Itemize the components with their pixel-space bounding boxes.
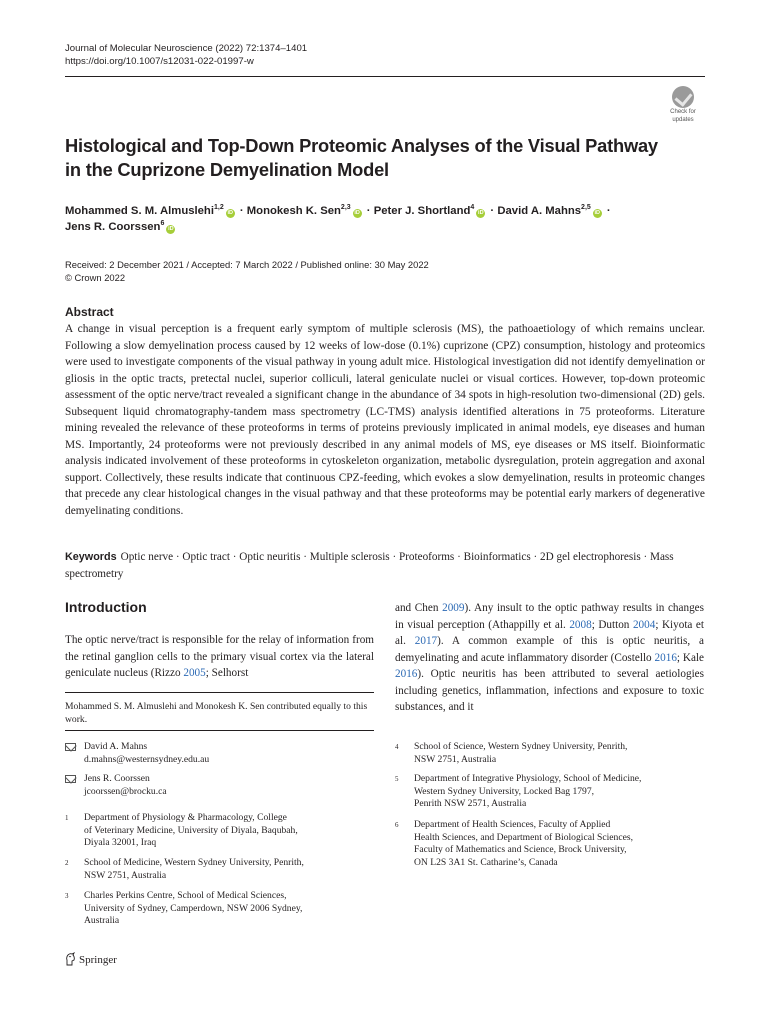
- contact-email[interactable]: d.mahns@westernsydney.edu.au: [84, 753, 210, 765]
- intro-paragraph-right: [395, 600, 704, 716]
- affiliation-line: School of Science, Western Sydney University, Penrith,: [414, 741, 628, 752]
- author-separator: ·: [236, 205, 247, 217]
- introduction-heading: Introduction: [65, 599, 147, 615]
- affiliation-line: Western Sydney University, Locked Bag 1797,: [414, 785, 595, 797]
- author-affiliation-mark: 2,5: [581, 204, 591, 212]
- citation-link[interactable]: 2009: [442, 602, 465, 614]
- author-affiliation-mark: 1,2: [213, 204, 224, 212]
- contact-name: Jens R. Coorssen: [84, 773, 150, 784]
- intro-text: ; Kiyota et al.: [395, 618, 704, 647]
- contact-name: David A. Mahns: [84, 741, 148, 752]
- affiliation-line: Health Sciences, and Department of Biological Sciences,: [414, 831, 633, 843]
- article-title: [65, 134, 665, 182]
- affiliation-item: [395, 773, 704, 811]
- publication-dates: Received: 2 December 2021 / Accepted: 7 March 2022 / Published online: 30 May 2022: [65, 259, 429, 270]
- journal-citation: Journal of Molecular Neuroscience (2022) 72:1374–1401: [65, 43, 308, 54]
- citation-link[interactable]: 2008: [569, 618, 592, 631]
- affiliation-line: Department of Integrative Physiology, School of Medicine,: [414, 773, 642, 784]
- intro-text: and Chen: [395, 602, 443, 614]
- affiliation-number: 1: [65, 814, 69, 822]
- affiliation-number: 4: [395, 743, 399, 751]
- keywords-block: [65, 549, 705, 582]
- author-name[interactable]: Mohammed S. M. Almuslehi: [65, 205, 214, 217]
- intro-text: ; Dutton: [591, 618, 633, 631]
- citation-link[interactable]: 2016: [654, 651, 677, 664]
- article-title-line: Histological and Top-Down Proteomic Analyses of the Visual Pathway: [65, 135, 658, 156]
- affiliation-line: NSW 2751, Australia: [414, 753, 497, 765]
- envelope-icon: [65, 743, 76, 751]
- intro-text: The optic nerve/tract is responsible for the relay of information from the retinal ganglion cells to the primary visual cortex via the lateral geniculate nucleus (Rizzo: [65, 634, 374, 679]
- affiliation-line: NSW 2751, Australia: [84, 869, 167, 881]
- affiliation-line: Department of Physiology & Pharmacology, College: [84, 812, 287, 823]
- citation-link[interactable]: 2005: [183, 667, 206, 679]
- author-name[interactable]: Monokesh K. Sen: [246, 205, 341, 217]
- contact-email[interactable]: jcoorssen@brocku.ca: [84, 785, 167, 797]
- affiliation-line: Penrith NSW 2571, Australia: [414, 798, 527, 809]
- author-affiliation-mark: 4: [470, 204, 475, 212]
- correspondence-contact: [65, 741, 374, 766]
- orcid-icon[interactable]: iD: [227, 210, 233, 216]
- intro-text: ; Kale: [676, 651, 704, 664]
- affiliation-line: Australia: [84, 915, 120, 926]
- author-list: [65, 203, 705, 235]
- affiliation-line: ON L2S 3A1 St. Catharine’s, Canada: [414, 856, 558, 868]
- author-name[interactable]: David A. Mahns: [497, 205, 582, 217]
- orcid-icon[interactable]: iD: [594, 210, 601, 216]
- author-separator: ·: [487, 205, 498, 217]
- check-updates-label-1: Check for: [670, 109, 696, 115]
- check-for-updates-badge[interactable]: [663, 86, 703, 124]
- affiliation-item: [65, 890, 374, 928]
- footnote-divider: [65, 692, 374, 693]
- affiliation-line: Faculty of Mathematics and Science, Brock University,: [414, 844, 627, 855]
- affiliation-number: 2: [65, 859, 69, 867]
- affiliation-item: [65, 812, 374, 850]
- affiliation-number: 5: [395, 775, 399, 783]
- affiliation-line: University of Sydney, Camperdown, NSW 2006 Sydney,: [84, 902, 303, 914]
- abstract-heading: Abstract: [65, 305, 114, 319]
- publisher-name: Springer: [79, 954, 117, 966]
- author-separator: ·: [363, 205, 374, 217]
- citation-link[interactable]: 2004: [632, 618, 656, 631]
- springer-horse-icon: [65, 952, 76, 966]
- intro-text: ). A common example of this is optic neuritis, a demyelinating and acute inflammatory disorder (Costello: [395, 635, 705, 664]
- keywords-text: Optic nerve · Optic tract · Optic neuritis · Multiple sclerosis · Proteoforms · Bioinformatics · 2D gel electrophoresis · Mass spectrometry: [65, 551, 674, 580]
- affiliation-item: [395, 741, 704, 766]
- article-title-line: in the Cuprizone Demyelination Model: [65, 159, 389, 180]
- check-updates-icon: [672, 86, 694, 108]
- affiliation-item: [65, 857, 374, 882]
- copyright-notice: © Crown 2022: [65, 272, 126, 283]
- orcid-icon[interactable]: iD: [354, 210, 360, 216]
- affiliation-line: of Veterinary Medicine, University of Diyala, Baqubah,: [84, 824, 298, 836]
- intro-paragraph-left: [65, 632, 374, 682]
- envelope-icon: [65, 775, 76, 783]
- affiliation-number: 3: [65, 892, 69, 900]
- author-affiliation-mark: 2,3: [340, 204, 351, 212]
- citation-link[interactable]: 2017: [414, 635, 438, 647]
- intro-text: ; Selhorst: [205, 667, 249, 679]
- orcid-icon[interactable]: iD: [478, 210, 484, 216]
- author-separator: ·: [603, 205, 611, 217]
- header-divider: [65, 76, 705, 77]
- author-affiliation-mark: 6: [160, 220, 165, 228]
- affiliation-item: [395, 819, 704, 869]
- intro-text: ). Optic neuritis has been attributed to several aetiologies including genetics, inflammation, infections and exposure to toxic substances, and it: [395, 668, 704, 713]
- correspondence-contact: [65, 773, 374, 798]
- author-line: [65, 203, 705, 219]
- doi-link[interactable]: https://doi.org/10.1007/s12031-022-01997-w: [65, 56, 254, 67]
- affiliation-number: 6: [395, 821, 399, 829]
- author-name[interactable]: Jens R. Coorssen: [65, 221, 161, 233]
- affiliation-line: Charles Perkins Centre, School of Medical Sciences,: [84, 890, 287, 901]
- abstract-text: A change in visual perception is a frequent early symptom of multiple sclerosis (MS), the pathoaetiology of which remains unclear. Following a slow demyelination process caused by 12 weeks of low-dose (0.1%) cuprizone (CPZ) consumption, histology and proteomics were used to investigate components of the visual pathway in young adult mice. Histological investigation did not identify demyelination or gliosis in the optic tracts, pretectal nuclei, superior colliculi, lateral geniculate nuclei or visual cortices. However, top-down proteomic assessment of the optic nerve/tract revealed a significant change in the abundance of 34 spots in high-resolution two-dimensional (2D) gels. Subsequent liquid chromatography-tandem mass spectrometry (LC-TMS) analysis identified alterations in 75 proteoforms. Literature mining revealed the relevance of these proteoforms in terms of proteins previously implicated in animal models, eye diseases and human MS. Importantly, 24 proteoforms were not previously described in any animal models of MS, eye diseases or MS itself. Bioinformatic analysis indicated involvement of these proteoforms in cytoskeleton organization, metabolic dysregulation, protein aggregation and axonal support. Collectively, these results indicate that continuous CPZ-feeding, which evokes a slow demyelination, results in proteomic changes that precede any clear histological changes in the visual pathway and that these proteoforms may be potential early markers of degenerative demyelinating conditions.: [65, 323, 705, 517]
- keywords-label: Keywords: [65, 551, 117, 563]
- affiliation-line: Diyala 32001, Iraq: [84, 837, 157, 848]
- author-name[interactable]: Peter J. Shortland: [373, 205, 471, 217]
- intro-text: ). Any insult to the optic pathway results in changes in visual perception (Athappilly et al.: [395, 602, 704, 631]
- orcid-icon[interactable]: iD: [168, 226, 174, 232]
- contact-divider: [65, 730, 374, 731]
- check-updates-label-2: updates: [672, 116, 694, 123]
- citation-link[interactable]: 2016: [395, 668, 418, 680]
- author-line: [65, 219, 705, 235]
- affiliation-line: School of Medicine, Western Sydney University, Penrith,: [84, 857, 304, 868]
- affiliation-line: Department of Health Sciences, Faculty of Applied: [414, 819, 611, 830]
- equal-contribution-note: Mohammed S. M. Almuslehi and Monokesh K. Sen contributed equally to this work.: [65, 701, 368, 725]
